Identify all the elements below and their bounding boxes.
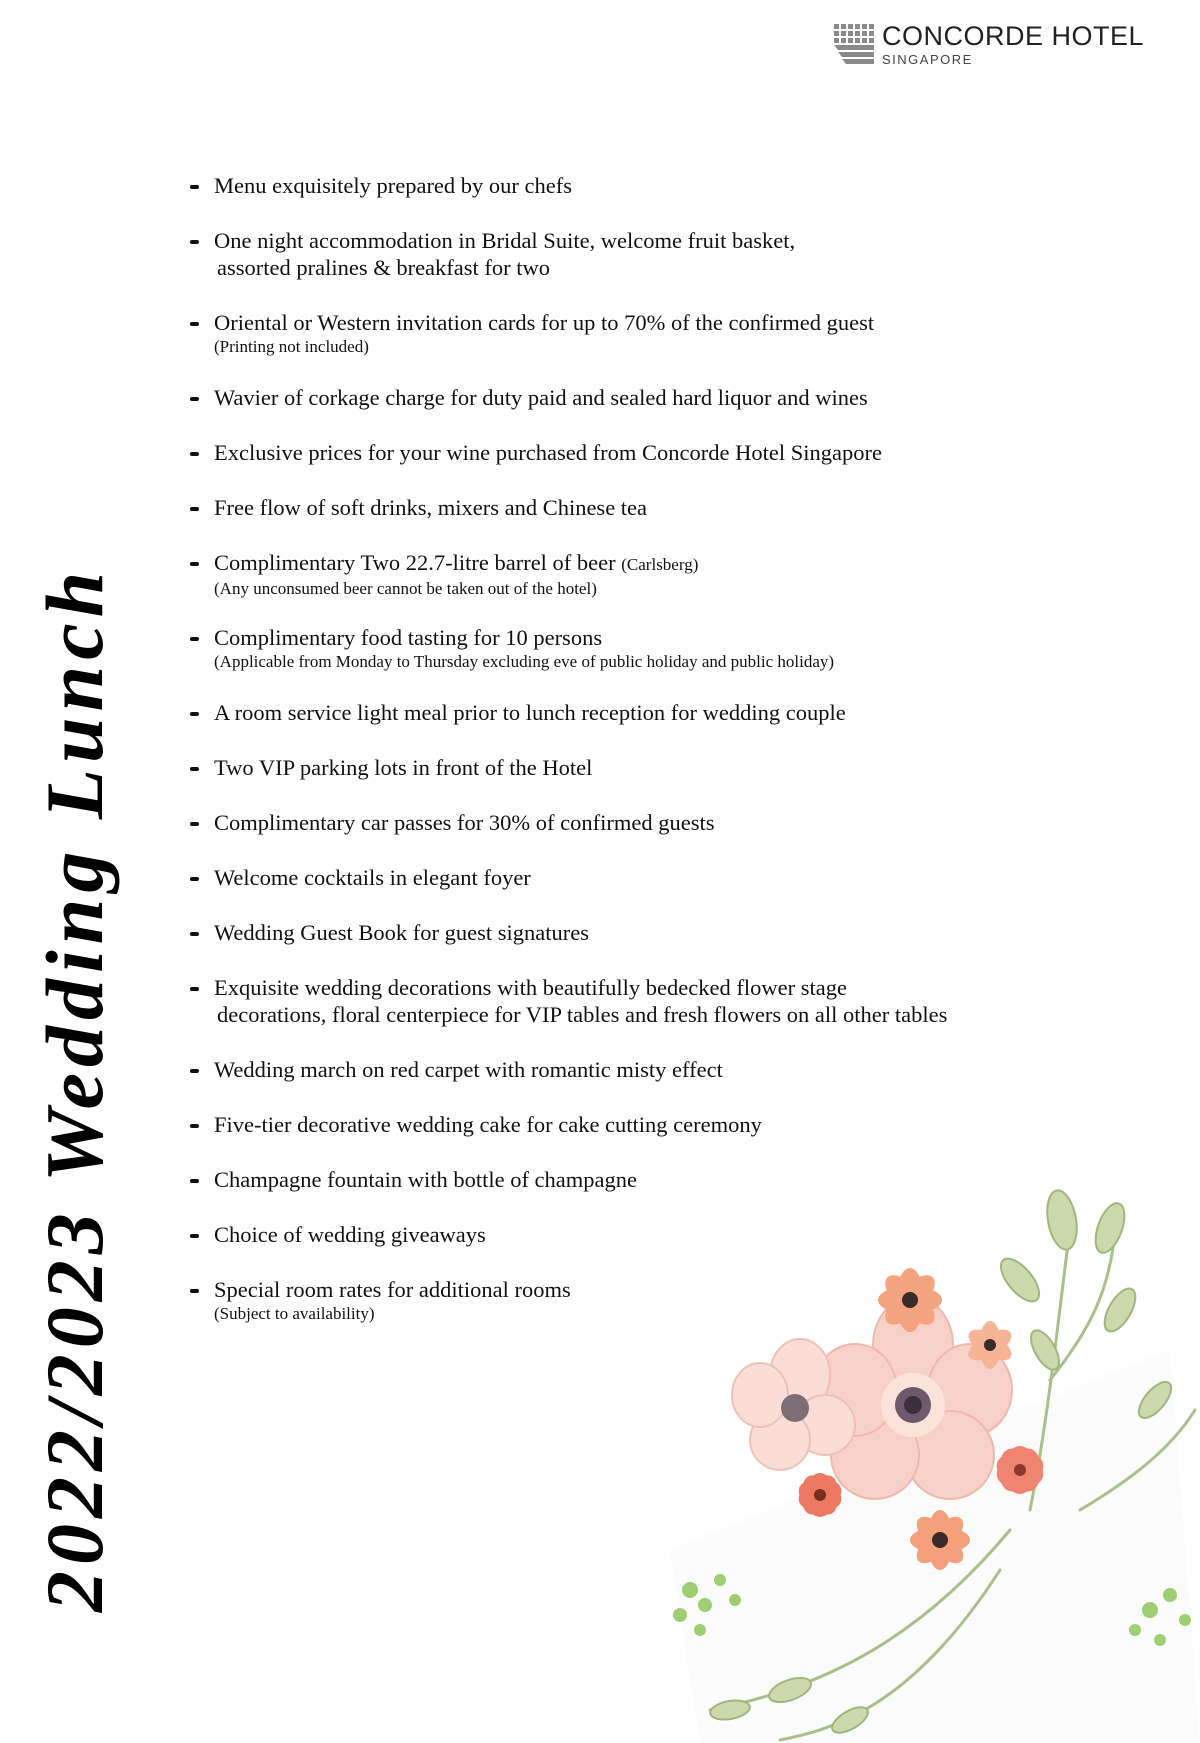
feature-text: Two VIP parking lots in front of the Hotel [214,755,593,780]
feature-text: Special room rates for additional rooms [214,1277,571,1302]
feature-note: (Subject to availability) [214,1304,375,1323]
hotel-logo [834,22,1144,67]
feature-text: One night accommodation in Bridal Suite, welcome fruit basket, [214,228,796,253]
feature-note: (Any unconsumed beer cannot be taken out of the hotel) [214,579,597,598]
feature-text: Complimentary Two 22.7-litre barrel of beer [214,550,616,575]
feature-item [188,974,1068,1028]
feature-text: Champagne fountain with bottle of champagne [214,1167,638,1192]
feature-item [188,919,1068,946]
feature-text-continued: assorted pralines & breakfast for two [217,255,551,280]
hotel-logo-mark-icon [834,24,874,64]
feature-item [188,624,1068,673]
feature-text: Menu exquisitely prepared by our chefs [214,173,573,198]
feature-item [188,439,1068,466]
feature-text: Exclusive prices for your wine purchased from Concorde Hotel Singapore [214,440,882,465]
feature-item [188,172,1068,199]
feature-item [188,309,1068,358]
feature-aside: (Carlsberg) [621,555,699,574]
feature-text: Complimentary car passes for 30% of confirmed guests [214,810,715,835]
feature-text: Five-tier decorative wedding cake for cake cutting ceremony [214,1112,762,1137]
page-title: 2022/2023 Wedding Lunch [29,565,120,1612]
feature-note: (Printing not included) [214,337,369,356]
feature-item [188,699,1068,726]
feature-text: Wavier of corkage charge for duty paid and sealed hard liquor and wines [214,385,868,410]
feature-text: Choice of wedding giveaways [214,1222,486,1247]
feature-item [188,754,1068,781]
feature-item [188,549,1068,600]
feature-text: Wedding Guest Book for guest signatures [214,920,590,945]
feature-item [188,1056,1068,1083]
feature-item [188,864,1068,891]
feature-item [188,1111,1068,1138]
feature-item [188,494,1068,521]
feature-text: A room service light meal prior to lunch reception for wedding couple [214,700,846,725]
hotel-location: SINGAPORE [882,52,973,67]
feature-item [188,227,1068,281]
feature-text: Exquisite wedding decorations with beautifully bedecked flower stage [214,975,847,1000]
feature-text: Wedding march on red carpet with romantic misty effect [214,1057,723,1082]
feature-text: Free flow of soft drinks, mixers and Chinese tea [214,495,648,520]
feature-text: Oriental or Western invitation cards for up to 70% of the confirmed guest [214,310,875,335]
hotel-name: CONCORDE HOTEL [882,21,1145,51]
feature-text-continued: decorations, floral centerpiece for VIP tables and fresh flowers on all other tables [217,1002,948,1027]
floral-decoration [610,1150,1200,1743]
feature-text: Complimentary food tasting for 10 persons [214,625,603,650]
feature-text: Welcome cocktails in elegant foyer [214,865,531,890]
feature-note: (Applicable from Monday to Thursday excluding eve of public holiday and public holiday) [214,652,835,671]
feature-item [188,809,1068,836]
feature-item [188,384,1068,411]
